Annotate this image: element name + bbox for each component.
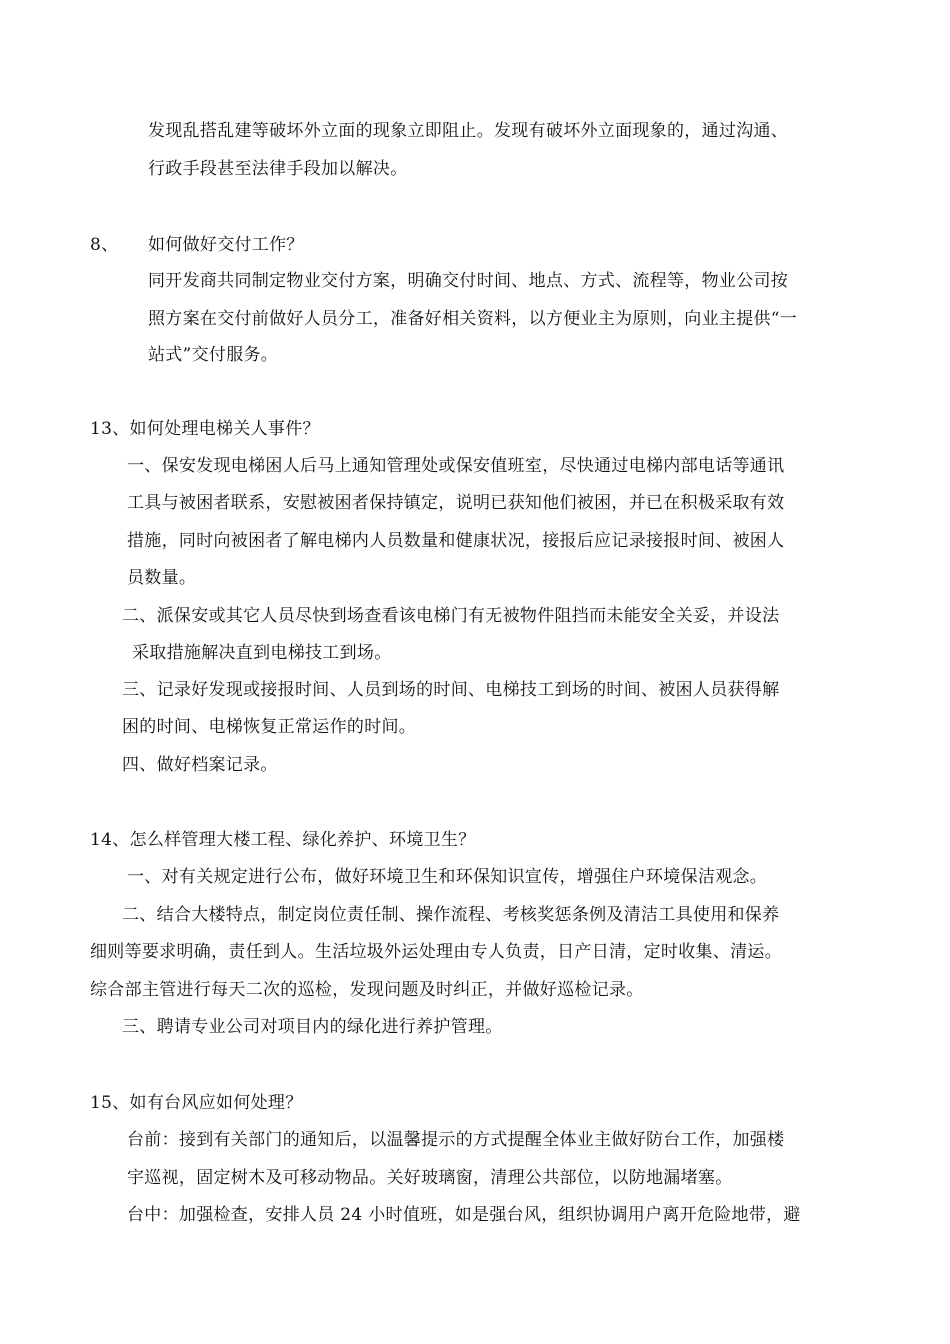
paragraph-line: 行政手段甚至法律手段加以解决。 <box>148 159 408 179</box>
paragraph-line: 四、做好档案记录。 <box>122 755 278 775</box>
paragraph-line: 细则等要求明确，责任到人。生活垃圾外运处理由专人负责，日产日清，定时收集、清运。 <box>90 942 782 962</box>
paragraph-line: 困的时间、电梯恢复正常运作的时间。 <box>122 717 417 737</box>
paragraph-line: 照方案在交付前做好人员分工，准备好相关资料，以方便业主为原则，向业主提供“一 <box>148 309 798 329</box>
question-title: 15、如有台风应如何处理？ <box>90 1093 303 1113</box>
paragraph-line: 同开发商共同制定物业交付方案，明确交付时间、地点、方式、流程等，物业公司按 <box>148 271 789 291</box>
paragraph-line: 二、派保安或其它人员尽快到场查看该电梯门有无被物件阻挡而未能安全关妥，并设法 <box>122 606 780 626</box>
paragraph-line: 员数量。 <box>127 568 197 588</box>
question-title: 13、如何处理电梯关人事件？ <box>90 419 320 439</box>
paragraph-line: 发现乱搭乱建等破坏外立面的现象立即阻止。发现有破坏外立面现象的，通过沟通、 <box>148 121 789 141</box>
paragraph-line: 综合部主管进行每天二次的巡检，发现问题及时纠正，并做好巡检记录。 <box>90 980 644 1000</box>
paragraph-line: 二、结合大楼特点，制定岗位责任制、操作流程、考核奖惩条例及清洁工具使用和保养 <box>122 905 780 925</box>
paragraph-line: 工具与被困者联系，安慰被困者保持镇定，说明已获知他们被困，并已在积极采取有效 <box>127 493 785 513</box>
paragraph-line: 台前：接到有关部门的通知后，以温馨提示的方式提醒全体业主做好防台工作，加强楼 <box>127 1130 785 1150</box>
paragraph-line: 宇巡视，固定树木及可移动物品。关好玻璃窗，清理公共部位，以防地漏堵塞。 <box>127 1168 733 1188</box>
paragraph-line: 台中：加强检查，安排人员 24 小时值班，如是强台风，组织协调用户离开危险地带，避 <box>127 1205 801 1225</box>
question-title: 如何做好交付工作？ <box>148 235 304 255</box>
paragraph-line: 一、对有关规定进行公布，做好环境卫生和环保知识宣传，增强住户环境保洁观念。 <box>127 867 768 887</box>
paragraph-line: 三、记录好发现或接报时间、人员到场的时间、电梯技工到场的时间、被困人员获得解 <box>122 680 780 700</box>
paragraph-line: 站式”交付服务。 <box>148 345 279 365</box>
question-number: 8、 <box>90 235 119 255</box>
paragraph-line: 三、聘请专业公司对项目内的绿化进行养护管理。 <box>122 1017 503 1037</box>
paragraph-line: 采取措施解决直到电梯技工到场。 <box>132 643 392 663</box>
question-title: 14、怎么样管理大楼工程、绿化养护、环境卫生？ <box>90 830 476 850</box>
paragraph-line: 一、保安发现电梯困人后马上通知管理处或保安值班室，尽快通过电梯内部电话等通讯 <box>127 456 785 476</box>
paragraph-line: 措施，同时向被困者了解电梯内人员数量和健康状况，接报后应记录接报时间、被困人 <box>127 531 785 551</box>
